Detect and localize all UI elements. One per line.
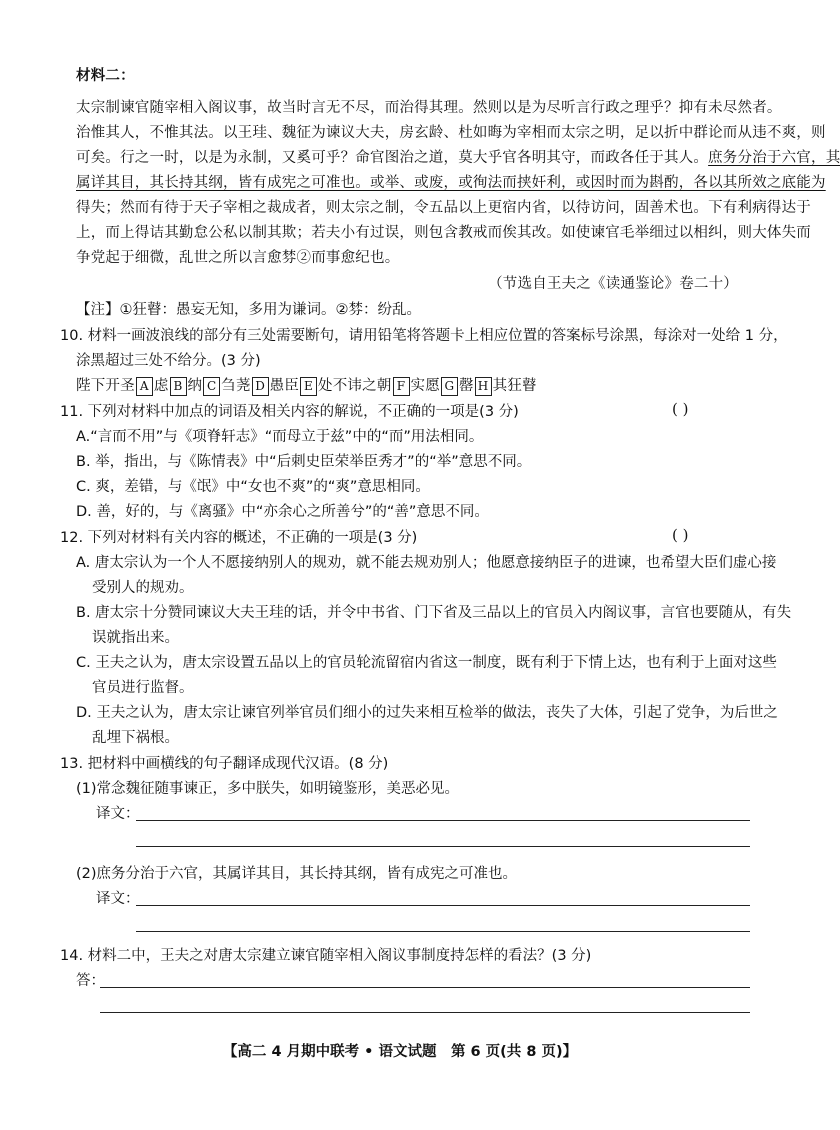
page-footer: 【高二 4 月期中联考 • 语文试题 第 6 页(共 8 页)】 bbox=[222, 1044, 578, 1060]
q10-segment: 处不讳之朝 bbox=[318, 378, 392, 394]
material2-source: （节选自王夫之《读通鉴论》卷二十） bbox=[488, 276, 738, 292]
option-box-g[interactable]: G bbox=[441, 377, 458, 396]
option-box-d[interactable]: D bbox=[252, 377, 269, 396]
q13-stem: 13. 把材料中画横线的句子翻译成现代汉语。(8 分) bbox=[60, 756, 389, 772]
q11-option-c: C. 爽，差错，与《氓》中“女也不爽”的“爽”意思相同。 bbox=[76, 479, 430, 495]
material2-line-4 bbox=[76, 171, 826, 192]
q12-option-b-line-2: 误就指出来。 bbox=[92, 630, 179, 646]
q10-stem-line-2: 涂黑超过三处不给分。(3 分) bbox=[76, 353, 261, 369]
q13-answer-label-2: 译文： bbox=[96, 891, 140, 907]
q13-answer-label-1: 译文： bbox=[96, 806, 140, 822]
option-box-f[interactable]: F bbox=[393, 377, 410, 396]
q12-option-d-line-2: 乱埋下祸根。 bbox=[92, 730, 179, 746]
material2-line-7: 争党起于细微，乱世之所以言愈棼②而事愈纪也。 bbox=[76, 250, 400, 266]
q10-segment: 刍荛 bbox=[221, 378, 251, 394]
q10-segment: 愚臣 bbox=[269, 378, 300, 394]
material2-line-6: 上，而上得诘其勤怠公私以制其欺；若夫小有过误，则包含教戒而俟其改。如使谏官毛举细过以相纠，则大体失而 bbox=[76, 225, 811, 241]
q10-segment: 实愿 bbox=[410, 378, 440, 394]
q10-segment: 其狂瞽 bbox=[492, 378, 537, 394]
q12-option-d-line-1: D. 王夫之认为，唐太宗让谏官列举官员们细小的过失来相互检举的做法，丧失了大体，引起了党争，为后世之 bbox=[76, 705, 778, 721]
q12-option-c-line-2: 官员进行监督。 bbox=[92, 680, 194, 696]
q13-sentence-1: (1)常念魏征随事谏正，多中朕失，如明镜鉴形，美恶必见。 bbox=[76, 781, 460, 797]
q11-option-b: B. 举，指出，与《陈情表》中“后刺史臣荣举臣秀才”的“举”意思不同。 bbox=[76, 454, 532, 470]
material2-line-5: 得失；然而有待于天子宰相之裁成者，则太宗之制，令五品以上更宿内省，以待访问，固善术也。下有利病得达于 bbox=[76, 200, 811, 216]
material2-line-1: 太宗制谏官随宰相入阁议事，故当时言无不尽，而治得其理。然则以是为尽听言行政之理乎？抑有未尽然者。 bbox=[76, 100, 782, 116]
option-box-c[interactable]: C bbox=[203, 377, 220, 396]
material2-line-3 bbox=[76, 146, 840, 167]
q11-stem: 11. 下列对材料中加点的词语及相关内容的解说，不正确的一项是(3 分) bbox=[60, 404, 519, 420]
answer-line[interactable] bbox=[136, 931, 750, 932]
q10-sentence bbox=[76, 374, 537, 396]
q10-segment: 虑 bbox=[153, 378, 169, 394]
q12-answer-paren[interactable]: ( ) bbox=[672, 526, 689, 544]
answer-line[interactable] bbox=[100, 1012, 750, 1013]
q12-option-a-line-1: A. 唐太宗认为一个人不愿接纳别人的规劝，就不能去规劝别人；他愿意接纳臣子的进谏，也希望大臣们虚心接 bbox=[76, 555, 777, 571]
q12-stem: 12. 下列对材料有关内容的概述，不正确的一项是(3 分) bbox=[60, 530, 418, 546]
q11-option-d: D. 善，好的，与《离骚》中“亦余心之所善兮”的“善”意思不同。 bbox=[76, 504, 489, 520]
q11-answer-paren[interactable]: ( ) bbox=[672, 400, 689, 418]
q10-segment: 纳 bbox=[187, 378, 203, 394]
option-box-a[interactable]: A bbox=[136, 377, 153, 396]
underlined-sentence-start: 庶务分治于六官，其 bbox=[708, 150, 840, 166]
q12-option-a-line-2: 受别人的规劝。 bbox=[92, 580, 194, 596]
q12-option-c-line-1: C. 王夫之认为，唐太宗设置五品以上的官员轮流留宿内省这一制度，既有利于下情上达，也有利于上面对这些 bbox=[76, 655, 777, 671]
material2-line-2: 治惟其人，不惟其法。以王珪、魏征为谏议大夫，房玄龄、杜如晦为宰相而太宗之明，足以折中群论而从违不爽，则 bbox=[76, 125, 826, 141]
q10-stem-line-1: 10. 材料一画波浪线的部分有三处需要断句，请用铅笔将答题卡上相应位置的答案标号涂黑，每涂对一处给 1 分， bbox=[60, 328, 788, 344]
material2-heading: 材料二： bbox=[76, 67, 135, 84]
option-box-b[interactable]: B bbox=[170, 377, 187, 396]
option-box-h[interactable]: H bbox=[475, 377, 492, 396]
answer-line[interactable] bbox=[136, 905, 750, 906]
material2-line-3-text: 可矣。行之一时，以是为永制，又奚可乎？命官图治之道，莫大乎官各明其守，而政各任于其人。 bbox=[76, 150, 709, 166]
q11-option-a: A.“言而不用”与《项脊轩志》“而母立于兹”中的“而”用法相同。 bbox=[76, 429, 484, 445]
option-box-e[interactable]: E bbox=[300, 377, 317, 396]
q12-option-b-line-1: B. 唐太宗十分赞同谏议大夫王珪的话，并令中书省、门下省及三品以上的官员入内阁议事，言官也要随从，有失 bbox=[76, 605, 792, 621]
q10-segment: 陛下开圣 bbox=[76, 378, 135, 394]
q14-stem: 14. 材料二中，王夫之对唐太宗建立谏官随宰相入阁议事制度持怎样的看法？(3 分) bbox=[60, 948, 592, 964]
answer-line[interactable] bbox=[100, 987, 750, 988]
annotation-note: 【注】①狂瞽：愚妄无知，多用为谦词。②棼：纷乱。 bbox=[76, 302, 421, 318]
q13-sentence-2: (2)庶务分治于六官，其属详其目，其长持其纲，皆有成宪之可准也。 bbox=[76, 866, 518, 882]
underlined-sentence-end: 属详其目，其长持其纲，皆有成宪之可准也。或举、或废，或徇法而挟奸利，或因时而为斟酌，各以其所效之底能为 bbox=[76, 175, 826, 191]
answer-line[interactable] bbox=[136, 846, 750, 847]
q14-answer-label: 答： bbox=[76, 973, 105, 989]
answer-line[interactable] bbox=[136, 820, 750, 821]
q10-segment: 罄 bbox=[458, 378, 474, 394]
